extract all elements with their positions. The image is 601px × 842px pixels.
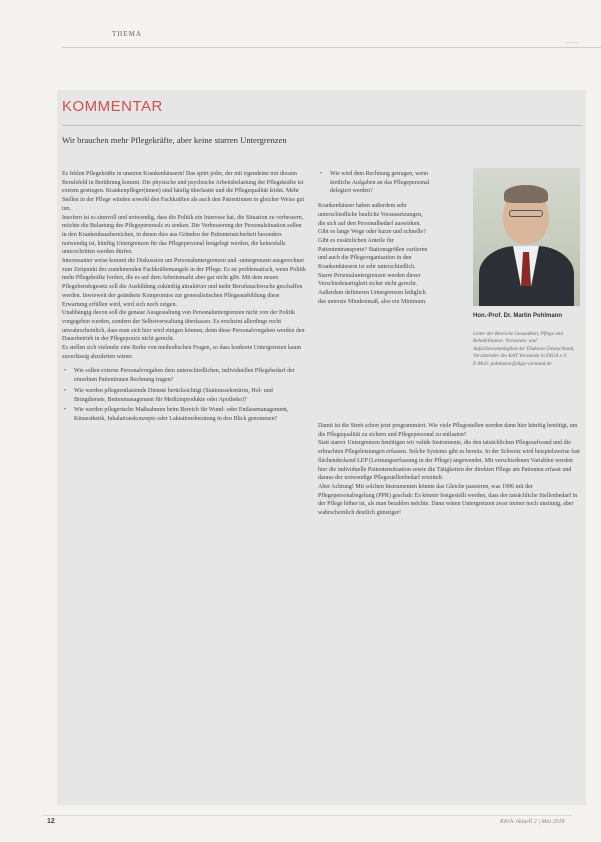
paragraph: Unabhängig davon soll die genaue Ausgestaltung von Personaluntergrenzen nicht von der Politik vorgegeben werden, sondern der Selbstverwaltung überlassen. Es erscheint allerdings recht unwahrscheinlich, dass man sich hier wird einigen können, denn diese Personalvorgaben werden den Dauerbetrieb in der Pflegepraxis nicht gerecht. — [62, 310, 305, 343]
heading-divider — [62, 125, 582, 126]
paragraph: Interessanter weise kommt die Diskussion um Personaluntergrenzen und -untergrenzen ausgerechnet zum Zeitpunkt des zunehmenden Fachkräftemangels in der Pflege. Es ist problematisch, wenn Politik mehr Pflegekräfte fordert, die es auf dem Arbeitsmarkt aber gar nicht gibt. Mit dem neuen Pflegeberufegesetz soll die Ausbildung zukünftig attraktiver und mehr Berufsnachwuchs geschaffen werden. Inwieweit der geänderte Kompromiss zur generalistischen Pflegeausbildung diese Erwartung erfüllen wird, wird sich noch zeigen. — [62, 258, 306, 308]
list-item: • Wie werden pflegeentlastende Dienste berücksichtigt (Stationssekretärin, Hol- und Bringdienste, Bettenmanagement für Medizinprodukte oder Apotheke)? — [62, 387, 306, 404]
author-name: Hon.-Prof. Dr. Martin Pohlmann — [473, 313, 563, 319]
author-email: E-Mail: pohlmann@diga-vorstand.de — [473, 360, 552, 367]
question-list — [62, 367, 306, 423]
question-list — [318, 170, 430, 196]
list-item: • Wie wird dem Rechnung getragen, wenn ärztliche Aufgaben an das Pflegepersonal delegiert werden? — [318, 170, 430, 196]
issue-label: KKrh-Aktuell 2 | Mai 2018 — [500, 819, 565, 825]
left-column — [62, 170, 306, 426]
list-item: • Wie sollen externe Personalvorgaben dem unterschiedlichen, individuellen Pflegebedarf der einzelnen Patientinnen Rechnung tragen? — [62, 367, 306, 384]
paragraph: Krankenhäuser haben außerdem sehr unterschiedliche bauliche Voraussetzungen, die sich auf den Personalbedarf auswirken. Gibt es lange Wege oder kurze und schnelle? Gibt es zusätzlichen Anteile für Patiententransporte? Stationsgrößen variieren und auch die Pflegeorganisation in den Krankenhäusern ist sehr unterschiedlich. — [318, 203, 428, 271]
paragraph: Aber Achtung! Mit solchen Instrumenten könnte das Gleiche passieren, was 1996 mit der Pflegepersonalregelung (PPR) geschah: Es könnte festgestellt werden, dass der tatsächliche Stellenbedarf in der Pflege höher ist, als man bezahlen möchte. Dann wären Untergrenzen zwar immer noch unsinnig, aber wahrscheinlich deutlich günstiger! — [318, 483, 578, 517]
comment-heading: KOMMENTAR — [62, 98, 163, 115]
paragraph: Insofern ist es sinnvoll und notwendig, dass die Politik ein Interesse hat, die Situation zu verbessern, möchte die Belastung des Pflegepersonals zu senken. Die Verbesserung der Personalsituation sollen in den Krankenhausbereichen, in denen dies aus Gründen der Patientensicherheit besonders notwendig ist, künftig Untergrenzen für das Pflegepersonal festgelegt werden, die keinesfalls unterschritten werden dürfen. — [62, 214, 304, 256]
corner-mark — [565, 42, 579, 43]
paragraph: Starre Personaluntergrenzen werden dieser Verschiedenartigkeit sicher nicht gerecht. Außerdem definieren Untergrenzen lediglich das unterste Mindestmaß, also ein Minimum. — [318, 272, 427, 305]
paragraph: Statt starrer Untergrenzen benötigen wir valide Instrumente, die den tatsächlichen Pflegeaufwand und die erbrachten Pflegeleistungen erfassen. Solche Systeme gibt es bereits. In der Schweiz wird beispielsweise fast flächendeckend LEP (Leistungserfassung in der Pflege) angewendet. Mit verschiedenen Variablen werden hier die individuelle Patientensituation sowie die Tätigkeiten der direkten Pflege am Patienten erfasst und daraus der notwendige Pflegestellenbedarf ermittelt. — [318, 440, 580, 482]
author-info — [473, 331, 581, 368]
wide-column — [318, 422, 580, 518]
paragraph: Es fehlen Pflegekräfte in unseren Krankenhäusern! Das spürt jeder, der mit irgendeine mit diesem Berufsfeld in Berührung kommt. Die physische und psychische Arbeitsbelastung der Pflegekräfte ist extrem gestiegen. Krankenpfleger(innen) sind häufig überlastet und die Pflegequalität leidet. Mehr Stellen in der Pflege würden sowohl den Fachkräften als auch den Patientinnen in gleicher Weise gut tun. — [62, 171, 305, 212]
paragraph: Damit ist die Streit schon jetzt programmiert. Wie viele Pflegestellen werden dann hier künftig benötigt, um die Pflegequalität zu sichern und Pflegepersonal zu entlasten? — [318, 423, 578, 438]
author-affiliation: Leiter der Bereiche Gesundheit, Pflege und Rehabilitation. Vorstands- und Aufsichtsratsmitglied der Diakonie Deutschland, Vorsitzender des KAT Vorstands in DIGA e.V. — [473, 331, 575, 360]
middle-column — [318, 170, 430, 307]
header-divider — [62, 47, 601, 48]
photo-glasses — [509, 210, 543, 217]
footer-divider — [42, 815, 572, 816]
paragraph: Es stellen sich vielmehr eine Reihe von methodischen Fragen, so dass konkrete Untergrenzen kaum zuverlässig abzuleiten wären: — [62, 345, 302, 360]
comment-subtitle: Wir brauchen mehr Pflegekräfte, aber keine starren Untergrenzen — [62, 135, 287, 145]
photo-hair — [504, 185, 548, 203]
page-number: 12 — [47, 818, 55, 825]
list-item: • Wie werden pflegerische Maßnahmen beim Bereich für Wund- oder Entlassmanagement, Kinaesthetik, Inhalationskonzepte oder Laktationsberatung in den Blick genommen? — [62, 406, 306, 423]
author-photo — [473, 168, 580, 306]
section-tag: THEMA — [112, 30, 142, 38]
